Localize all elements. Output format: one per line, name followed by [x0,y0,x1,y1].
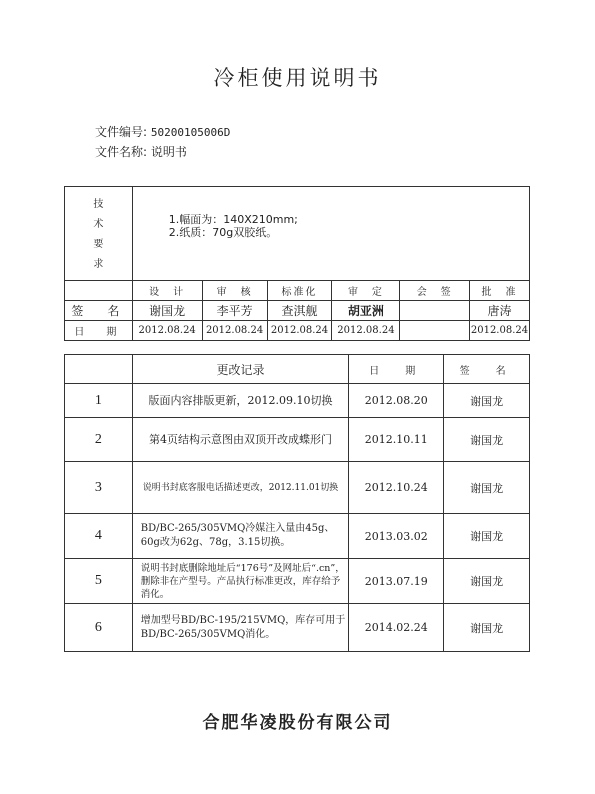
role-label: 批 准 [469,281,529,301]
role-label: 标准化 [267,281,332,301]
approval-table [64,186,530,341]
change-number: 6 [65,604,133,652]
role-label: 会 签 [400,281,470,301]
change-row [65,514,530,559]
requirement-line: 2.纸质：70g双胶纸。 [168,226,278,239]
change-description: 第4页结构示意图由双顶开改成蝶形门 [132,418,349,462]
signer-name: 胡亚洲 [332,301,400,321]
change-description: 增加型号BD/BC-195/215VMQ，库存可用于BD/BC-265/305VMQ消化。 [132,604,349,652]
signer-name [400,301,470,321]
change-record-header [65,355,530,384]
sign-date: 2012.08.24 [202,321,267,341]
sign-date: 2012.08.24 [132,321,202,341]
file-number-line [95,123,230,140]
change-description: 版面内容排版更新，2012.09.10切换 [132,384,349,418]
change-number: 4 [65,514,133,559]
tech-requirements-content [132,187,529,281]
file-number-value: 50200105006D [150,126,231,139]
document-title: 冷柜使用说明书 [213,66,382,90]
change-date: 2012.08.20 [349,384,444,418]
change-date: 2013.03.02 [349,514,444,559]
change-signer: 谢国龙 [444,384,530,418]
role-label-empty [65,281,133,301]
file-name-line [95,143,187,160]
header-num-empty [65,355,133,384]
change-sign-header: 签 名 [444,355,530,384]
change-description: BD/BC-265/305VMQ冷媒注入量由45g、60g改为62g、78g，3.15切换。 [132,514,349,559]
date-row-label: 日 期 [65,321,133,341]
change-date: 2012.10.24 [349,462,444,514]
role-label: 审 定 [332,281,400,301]
change-number: 1 [65,384,133,418]
signer-name: 谢国龙 [132,301,202,321]
change-record-title: 更改记录 [132,355,349,384]
change-signer: 谢国龙 [444,604,530,652]
file-number-label: 文件编号: [95,125,148,139]
company-name: 合肥华凌股份有限公司 [202,713,393,733]
sign-date: 2012.08.24 [469,321,529,341]
signer-name: 唐涛 [469,301,529,321]
change-row [65,418,530,462]
tech-label-char: 要 [93,238,104,250]
change-date: 2014.02.24 [349,604,444,652]
change-record-table [64,354,530,652]
file-name-value: 说明书 [150,145,187,159]
change-number: 5 [65,559,133,604]
change-description: 说明书封底删除地址后“176号”及网址后“.cn”，删除非在产型号。产品执行标准更改，库存给予消化。 [132,559,349,604]
file-name-label: 文件名称: [95,145,148,159]
change-signer: 谢国龙 [444,559,530,604]
tech-requirements-label [65,187,133,281]
sign-row-label: 签 名 [65,301,133,321]
change-row [65,384,530,418]
signer-name: 李平芳 [202,301,267,321]
sign-date: 2012.08.24 [332,321,400,341]
sign-date: 2012.08.24 [267,321,332,341]
change-row [65,462,530,514]
change-signer: 谢国龙 [444,462,530,514]
change-date-header: 日 期 [349,355,444,384]
role-label: 设 计 [132,281,202,301]
signer-name: 查淇舰 [267,301,332,321]
change-date: 2012.10.11 [349,418,444,462]
change-row [65,604,530,652]
tech-label-char: 术 [93,218,104,230]
tech-label-char: 求 [93,258,104,270]
role-label: 审 核 [202,281,267,301]
change-date: 2013.07.19 [349,559,444,604]
sign-date [400,321,470,341]
tech-label-char: 技 [93,198,104,210]
change-number: 2 [65,418,133,462]
requirement-line: 1.幅面为：140X210mm; [168,213,298,226]
change-signer: 谢国龙 [444,418,530,462]
change-number: 3 [65,462,133,514]
change-description: 说明书封底客服电话描述更改，2012.11.01切换 [132,462,349,514]
change-row [65,559,530,604]
change-signer: 谢国龙 [444,514,530,559]
